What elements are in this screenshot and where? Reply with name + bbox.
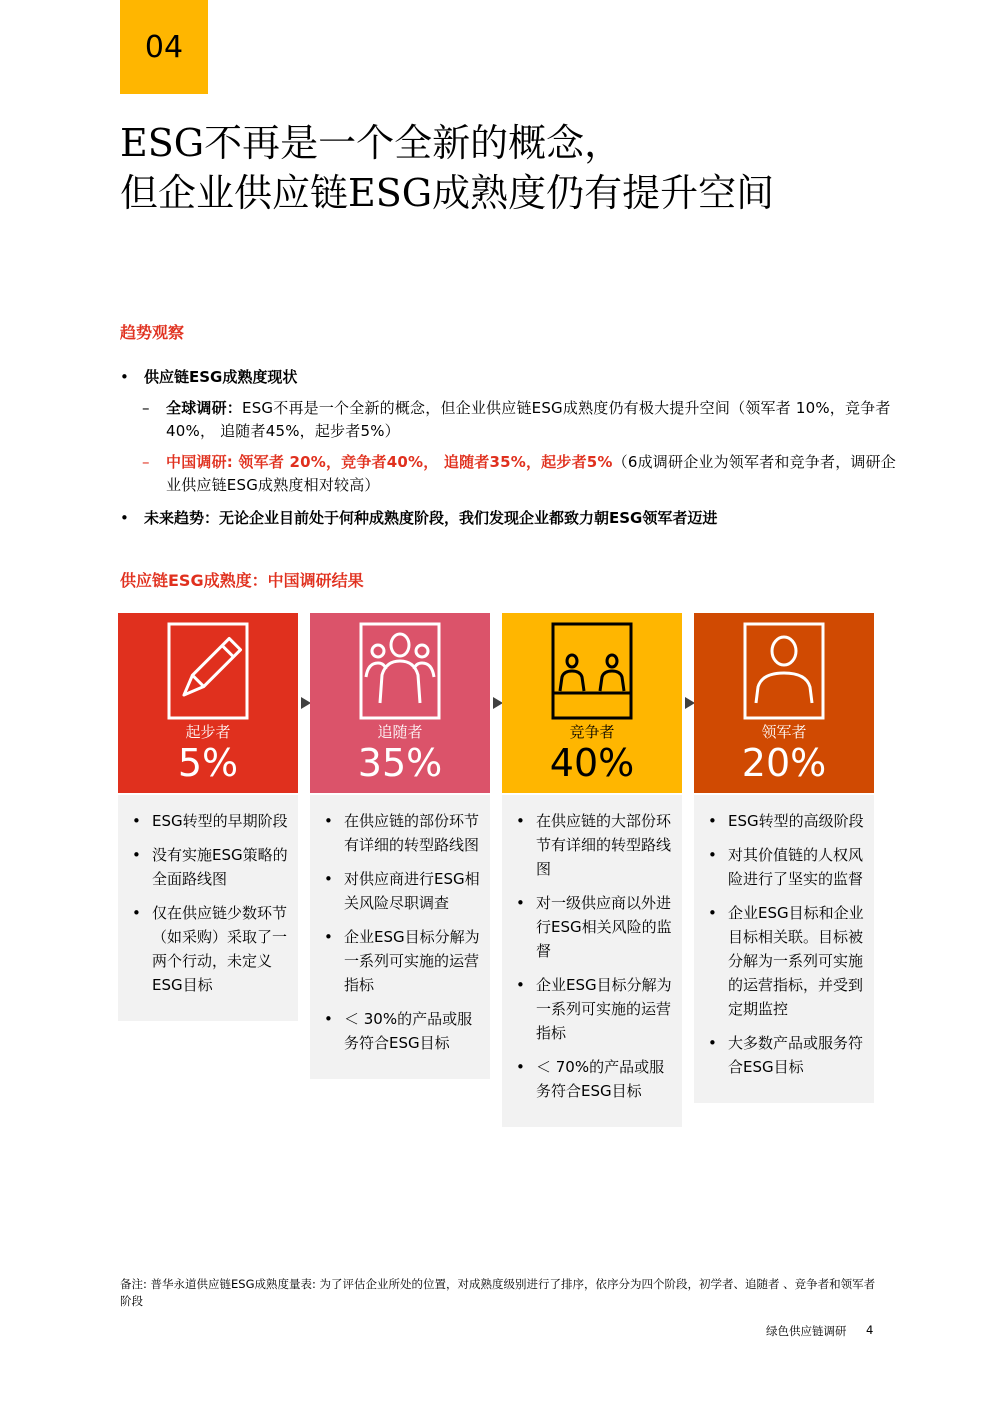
stage-header [118, 613, 298, 793]
chapter-number: 04 [144, 29, 184, 65]
future-trend-text: 未来趋势：无论企业目前处于何种成熟度阶段，我们发现企业都致力朝ESG领军者迈进 [144, 509, 718, 527]
list-item: • 仅在供应链少数环节（如采购）采取了一两个行动，未定义ESG目标 [132, 904, 288, 994]
china-highlight: 中国调研: 领军者 20%，竞争者40%， 追随者35%，起步者5% [166, 453, 613, 471]
stage-header [310, 613, 490, 793]
stage-beginner [118, 613, 298, 1021]
sub-bullet-china [120, 451, 900, 497]
stage-competitor [502, 613, 682, 1127]
list-item: • 对其价值链的人权风险进行了坚实的监督 [708, 846, 864, 888]
list-item: • ESG转型的早期阶段 [132, 812, 288, 830]
stage-header [694, 613, 874, 793]
stage-description-list [694, 795, 874, 1103]
bullet-future-trend [120, 507, 900, 530]
footer-label: 绿色供应链调研 [766, 1324, 847, 1338]
stage-name: 竞争者 [569, 723, 615, 741]
global-label: 全球调研： [166, 399, 243, 417]
stage-percent: 5% [177, 741, 239, 785]
chapter-badge [120, 0, 208, 94]
sub-bullet-global [120, 397, 900, 443]
maturity-stages [118, 613, 878, 1143]
pencil-icon [166, 621, 250, 721]
dash-marker: – [142, 399, 150, 417]
bullet-current-status [120, 366, 900, 389]
group-icon [358, 621, 442, 721]
stage-name: 追随者 [377, 723, 423, 741]
person-icon [742, 621, 826, 721]
two-people-icon [550, 621, 634, 721]
list-item: • 对供应商进行ESG相关风险尽职调查 [324, 870, 480, 912]
list-item: • ＜ 30%的产品或服务符合ESG目标 [324, 1010, 473, 1052]
bullet-dot: • [120, 368, 129, 386]
stage-follower [310, 613, 490, 1079]
bullet-current-status-text: 供应链ESG成熟度现状 [144, 368, 298, 386]
stage-description-list [310, 795, 490, 1079]
trend-bullets [120, 366, 900, 538]
footnote: 备注: 普华永道供应链ESG成熟度量表: 为了评估企业所处的位置，对成熟度级别进行了排序，依序分为四个阶段，初学者、追随者 、竞争者和领军者阶段 [120, 1277, 876, 1308]
list-item: • ESG转型的高级阶段 [708, 812, 864, 830]
stage-percent: 35% [357, 741, 443, 785]
list-item: • 对一级供应商以外进行ESG相关风险的监督 [516, 894, 672, 960]
page-number: 4 [866, 1323, 874, 1337]
list-item: • 没有实施ESG策略的全面路线图 [132, 846, 288, 888]
list-item: • 在供应链的大部份环节有详细的转型路线图 [516, 812, 672, 878]
chart-heading: 供应链ESG成熟度：中国调研结果 [120, 571, 364, 590]
list-item: • 大多数产品或服务符合ESG目标 [708, 1034, 864, 1076]
list-item: • 企业ESG目标分解为一系列可实施的运营指标 [324, 928, 480, 994]
stage-header [502, 613, 682, 793]
list-item: • 企业ESG目标分解为一系列可实施的运营指标 [516, 976, 672, 1042]
stage-description-list [502, 795, 682, 1127]
stage-name: 起步者 [185, 723, 231, 741]
list-item: • ＜ 70%的产品或服务符合ESG目标 [516, 1058, 665, 1100]
page-title [120, 118, 920, 218]
stage-percent: 40% [549, 741, 635, 785]
list-item: • 在供应链的部份环节有详细的转型路线图 [324, 812, 480, 854]
global-text: ESG不再是一个全新的概念，但企业供应链ESG成熟度仍有极大提升空间（领军者 10%，竞争者40%， 追随者45%，起步者5%） [166, 399, 891, 440]
dash-marker: – [142, 453, 150, 471]
stage-percent: 20% [741, 741, 827, 785]
list-item: • 企业ESG目标和企业目标相关联。目标被分解为一系列可实施的运营指标，并受到定期监控 [708, 904, 864, 1018]
stage-description-list [118, 795, 298, 1021]
stage-leader [694, 613, 874, 1103]
china-note: （6成调研企业为领军者和竞争者，调研企业供应链ESG成熟度相对较高） [166, 453, 897, 494]
title-line-1: ESG不再是一个全新的概念， [120, 121, 623, 165]
trend-heading: 趋势观察 [120, 323, 185, 342]
title-line-2: 但企业供应链ESG成熟度仍有提升空间 [120, 171, 775, 215]
bullet-dot: • [120, 509, 129, 527]
stage-name: 领军者 [761, 723, 807, 741]
